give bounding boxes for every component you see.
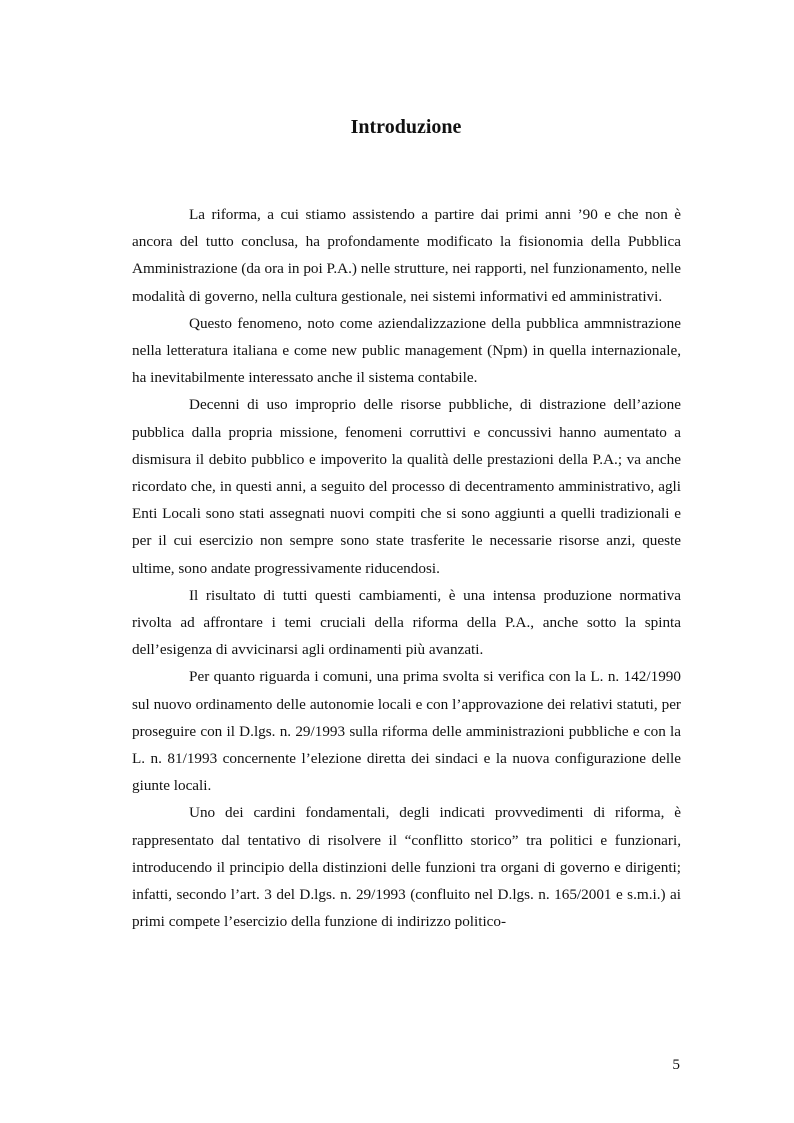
page-number: 5 [672, 1056, 680, 1073]
paragraph-6: Uno dei cardini fondamentali, degli indicati provvedimenti di riforma, è rappresentato dal tentativo di risolvere il “conflitto storico” tra politici e funzionari, introducendo il principio della distinzioni delle funzioni tra organi di governo e dirigenti; infatti, secondo l’art. 3 del D.lgs. n. 29/1993 (confluito nel D.lgs. n. 165/2001 e s.m.i.) ai primi compete l’esercizio della funzione di indirizzo politico- [132, 804, 681, 931]
paragraph-3: Decenni di uso improprio delle risorse pubbliche, di distrazione dell’azione pubblica dalla propria missione, fenomeni corruttivi e concussivi hanno aumentato a dismisura il debito pubblico e impoverito la qualità delle prestazioni della P.A.; va anche ricordato che, in questi anni, a seguito del processo di decentramento amministrativo, agli Enti Locali sono stati assegnati nuovi compiti che si sono aggiunti a quelli tradizionali e per il cui esercizio non sempre sono state trasferite le necessarie risorse anzi, queste ultime, sono andate progressivamente riducendosi. [132, 396, 681, 577]
paragraph-1: La riforma, a cui stiamo assistendo a partire dai primi anni ’90 e che non è ancora del tutto conclusa, ha profondamente modificato la fisionomia della Pubblica Amministrazione (da ora in poi P.A.) nelle strutture, nei rapporti, nel funzionamento, nelle modalità di governo, nella cultura gestionale, nei sistemi informativi ed amministrativi. [132, 206, 681, 305]
page-title: Introduzione [350, 116, 462, 138]
paragraph-2: Questo fenomeno, noto come aziendalizzazione della pubblica ammnistrazione nella letteratura italiana e come new public management (Npm) in quella internazionale, ha inevitabilmente interessato anche il sistema contabile. [132, 314, 681, 387]
paragraph-5: Per quanto riguarda i comuni, una prima svolta si verifica con la L. n. 142/1990 sul nuovo ordinamento delle autonomie locali e con l’approvazione dei relativi statuti, per proseguire con il D.lgs. n. 29/1993 sulla riforma delle amministrazioni pubbliche e con la L. n. 81/1993 concernente l’elezione diretta dei sindaci e la nuova configurazione delle giunte locali. [132, 668, 681, 795]
paragraph-4: Il risultato di tutti questi cambiamenti, è una intensa produzione normativa rivolta ad affrontare i temi cruciali della riforma della P.A., anche sotto la spinta dell’esigenza di avvicinarsi agli ordinamenti più avanzati. [132, 586, 681, 659]
body-text [132, 201, 681, 935]
